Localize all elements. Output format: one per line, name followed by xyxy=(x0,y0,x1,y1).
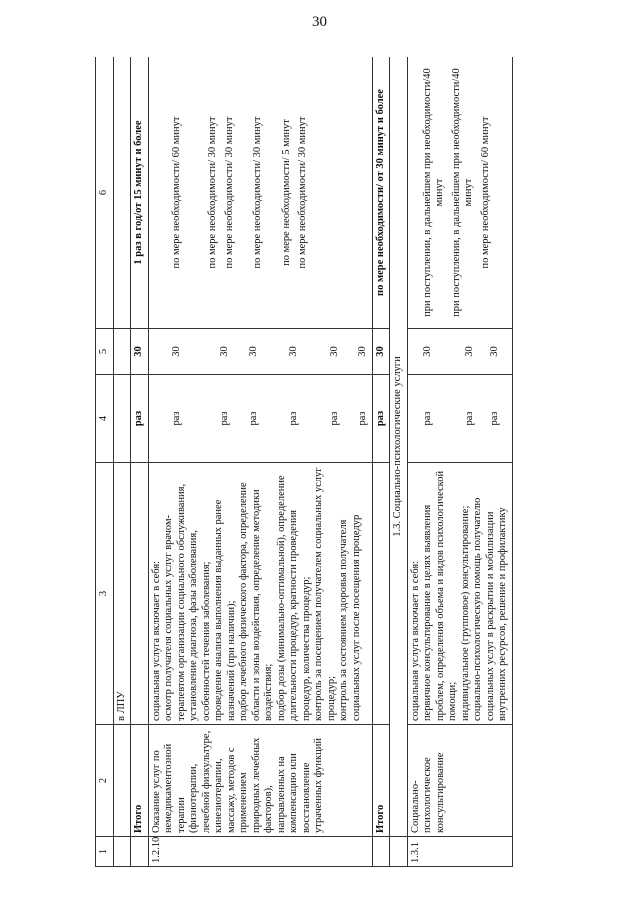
header-cell: 3 xyxy=(96,463,114,725)
service-frequencies: по мере необходимости/ 60 минут по мере необходимости/ 30 минут по мере необходимости/ 30 минут по мере необходимости/ 30 минут по мере необходимости/ 5 минут по мере необходимости/ 30 минут xyxy=(148,57,372,329)
total-label: Итого xyxy=(372,725,390,837)
total-count: 30 xyxy=(372,329,390,375)
table-frame xyxy=(95,57,610,867)
total-row xyxy=(372,57,390,867)
section-title: 1.3. Социально-психологические услуги xyxy=(390,57,408,837)
service-frequencies: при поступлении, в дальнейшем при необходимости/40 минут при поступлении, в дальнейшем при необходимости/40 минут по мере необходимости/ 60 минут xyxy=(407,57,512,329)
service-number: 1.3.1 xyxy=(407,837,512,867)
page-number: 30 xyxy=(312,14,327,30)
header-cell: 4 xyxy=(96,375,114,463)
service-description: социальная услуга включает в себя: первичное консультирование в целях выявления проблем, определения объема и видов психологической помощи; индивидуальное (групповое) консультирование; социально-психологическую помощь получателю социальных услуг в раскрытии и мобилизации внутренних ресурсов, решение и профилактику xyxy=(407,463,512,725)
section-heading-row xyxy=(390,57,408,867)
total-frequency: по мере необходимости/ от 30 минут и более xyxy=(372,57,390,329)
service-name: Социально-психологическое консультирование xyxy=(407,725,512,837)
service-description: социальная услуга включает в себя: осмотр получателя социальных услуг врачом-терапевтом организации социального обслуживания, установление диагноза, фазы заболевания, особенностей течения заболевания; проведение анализа выполнения выданных ранее назначений (при наличии); подбор лечебного физического фактора, определение области и зоны воздействия, определение методики воздействия; подбор дозы (минимально-оптимальной), определение длительности процедур, кратности проведения процедур, количества процедур; контроль за посещением получателем социальных услуг процедур; контроль за состоянием здоровья получателя социальных услуг после посещения процедур xyxy=(148,463,372,725)
service-row-1-3-1 xyxy=(407,57,512,867)
total-row xyxy=(131,57,149,867)
total-label: Итого xyxy=(131,725,149,837)
header-cell: 1 xyxy=(96,837,114,867)
header-cell: 2 xyxy=(96,725,114,837)
header-cell: 6 xyxy=(96,57,114,329)
service-name: Оказание услуг по немедикаментозной терапии (физиотерапии, лечебной физкультуре, кинезиотерапии, массажу, методов с применением природных лечебных факторов), направленных на компенсацию или восстановление утраченных функций xyxy=(148,725,372,837)
service-row-1-2-10 xyxy=(148,57,372,867)
total-frequency: 1 раз в год/от 15 минут и более xyxy=(131,57,149,329)
services-table xyxy=(95,57,513,867)
continued-text: в ЛПУ xyxy=(113,463,131,725)
header-cell: 5 xyxy=(96,329,114,375)
rotated-page-content xyxy=(95,57,610,867)
service-units: раз раз раз раз раз раз xyxy=(148,375,372,463)
service-number: 1.2.10 xyxy=(148,837,372,867)
total-count: 30 xyxy=(131,329,149,375)
total-unit: раз xyxy=(372,375,390,463)
service-counts: 30 30 30 xyxy=(407,329,512,375)
service-counts: 30 30 30 30 30 30 xyxy=(148,329,372,375)
service-units: раз раз раз xyxy=(407,375,512,463)
total-unit: раз xyxy=(131,375,149,463)
column-number-row xyxy=(96,57,114,867)
continued-row xyxy=(113,57,131,867)
